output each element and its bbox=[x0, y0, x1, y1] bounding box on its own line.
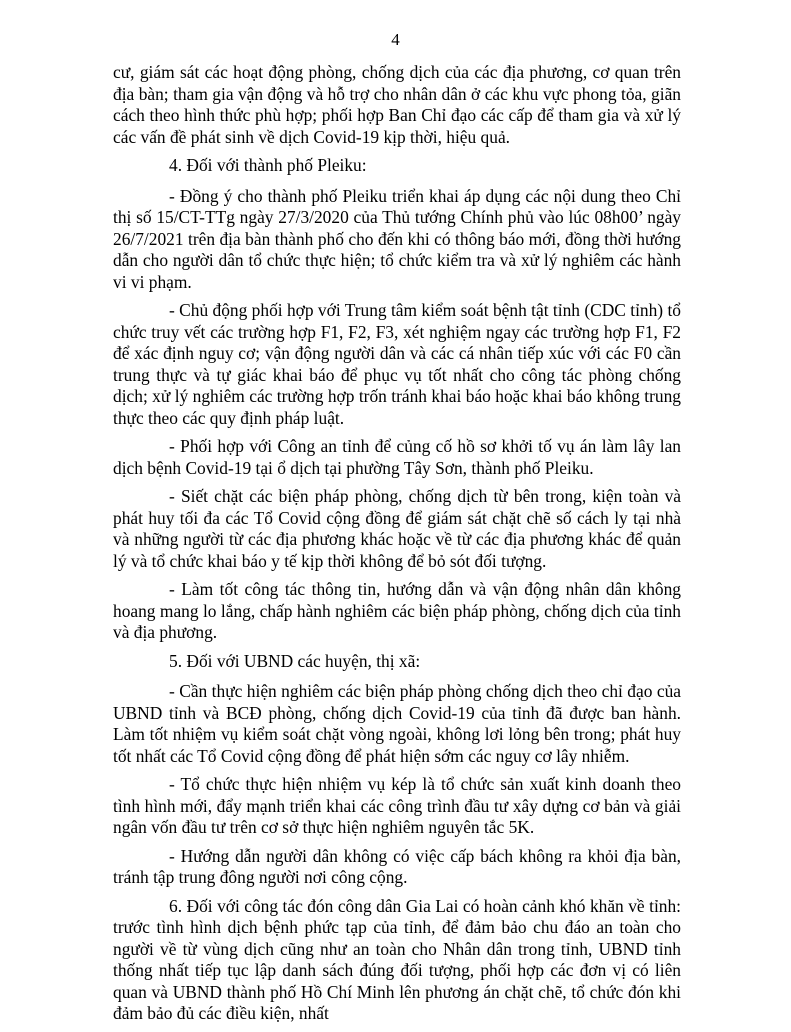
paragraph-pleiku-communication: - Làm tốt công tác thông tin, hướng dẫn và vận động nhân dân không hoang mang lo lắng, chấp hành nghiêm các biện pháp phòng, chống dịch của tỉnh và địa phương. bbox=[113, 579, 681, 642]
paragraph-districts-measures: - Cần thực hiện nghiêm các biện pháp phòng chống dịch theo chỉ đạo của UBND tỉnh và BCĐ phòng, chống dịch Covid-19 của tỉnh đã được ban hành. Làm tốt nhiệm vụ kiểm soát chặt vòng ngoài, không lơi lỏng bên trong; phát huy tốt nhất các Tổ Covid cộng đồng để phát hiện sớm các nguy cơ lây nhiễm. bbox=[113, 681, 681, 766]
paragraph-pleiku-directive: - Đồng ý cho thành phố Pleiku triển khai áp dụng các nội dung theo Chỉ thị số 15/CT-TTg ngày 27/3/2020 của Thủ tướng Chính phủ vào lúc 08h00’ ngày 26/7/2021 trên địa bàn thành phố cho đến khi có thông báo mới, đồng thời hướng dẫn cho người dân tổ chức thực hiện; tổ chức kiểm tra và xử lý nghiêm các hành vi vi phạm. bbox=[113, 185, 681, 292]
paragraph-districts-dual-task: - Tổ chức thực hiện nhiệm vụ kép là tổ chức sản xuất kinh doanh theo tình hình mới, đẩy mạnh triển khai các công trình đầu tư xây dựng cơ bản và giải ngân vốn đầu tư trên cơ sở thực hiện nghiêm nguyên tắc 5K. bbox=[113, 774, 681, 837]
document-body bbox=[113, 62, 681, 1032]
paragraph-citizen-return: 6. Đối với công tác đón công dân Gia Lai có hoàn cảnh khó khăn về tỉnh: trước tình hình dịch bệnh phức tạp của tỉnh, để đảm bảo chu đáo an toàn cho người về từ vùng dịch cũng như an toàn cho Nhân dân trong tỉnh, UBND tỉnh thống nhất tiếp tục lập danh sách đúng đối tượng, phối hợp các đơn vị có liên quan và UBND thành phố Hồ Chí Minh lên phương án chặt chẽ, tổ chức đón khi đảm bảo đủ các điều kiện, nhất bbox=[113, 895, 681, 1023]
paragraph-pleiku-tracing: - Chủ động phối hợp với Trung tâm kiểm soát bệnh tật tỉnh (CDC tỉnh) tổ chức truy vết các trường hợp F1, F2, F3, xét nghiệm ngay các trường hợp F1, F2 để xác định nguy cơ; vận động người dân và các cá nhân tiếp xúc với các F0 cần trung thực và tự giác khai báo để phục vụ tốt nhất cho công tác phòng chống dịch; xử lý nghiêm các trường hợp trốn tránh khai báo hoặc khai báo không trung thực theo các quy định pháp luật. bbox=[113, 300, 681, 428]
paragraph-continuation: cư, giám sát các hoạt động phòng, chống dịch của các địa phương, cơ quan trên địa bàn; tham gia vận động và hỗ trợ cho nhân dân ở các khu vực phong tỏa, giãn cách theo hình thức phù hợp; phối hợp Ban Chỉ đạo các cấp để tham gia và xử lý các vấn đề phát sinh về dịch Covid-19 kịp thời, hiệu quả. bbox=[113, 62, 681, 147]
paragraph-pleiku-police: - Phối hợp với Công an tỉnh để củng cố hồ sơ khởi tố vụ án làm lây lan dịch bệnh Covid-19 tại ổ dịch tại phường Tây Sơn, thành phố Pleiku. bbox=[113, 436, 681, 478]
paragraph-pleiku-covid-teams: - Siết chặt các biện pháp phòng, chống dịch từ bên trong, kiện toàn và phát huy tối đa các Tổ Covid cộng đồng để giám sát chặt chẽ số cách ly tại nhà và những người từ các địa phương khác hoặc về từ các địa phương khác để quản lý và tổ chức khai báo y tế kịp thời không để bỏ sót đối tượng. bbox=[113, 486, 681, 571]
page-number: 4 bbox=[391, 30, 400, 49]
paragraph-districts-guidance: - Hướng dẫn người dân không có việc cấp bách không ra khỏi địa bàn, tránh tập trung đông người nơi công cộng. bbox=[113, 845, 681, 887]
section-heading-pleiku: 4. Đối với thành phố Pleiku: bbox=[169, 155, 367, 175]
section-heading-districts: 5. Đối với UBND các huyện, thị xã: bbox=[169, 650, 421, 671]
